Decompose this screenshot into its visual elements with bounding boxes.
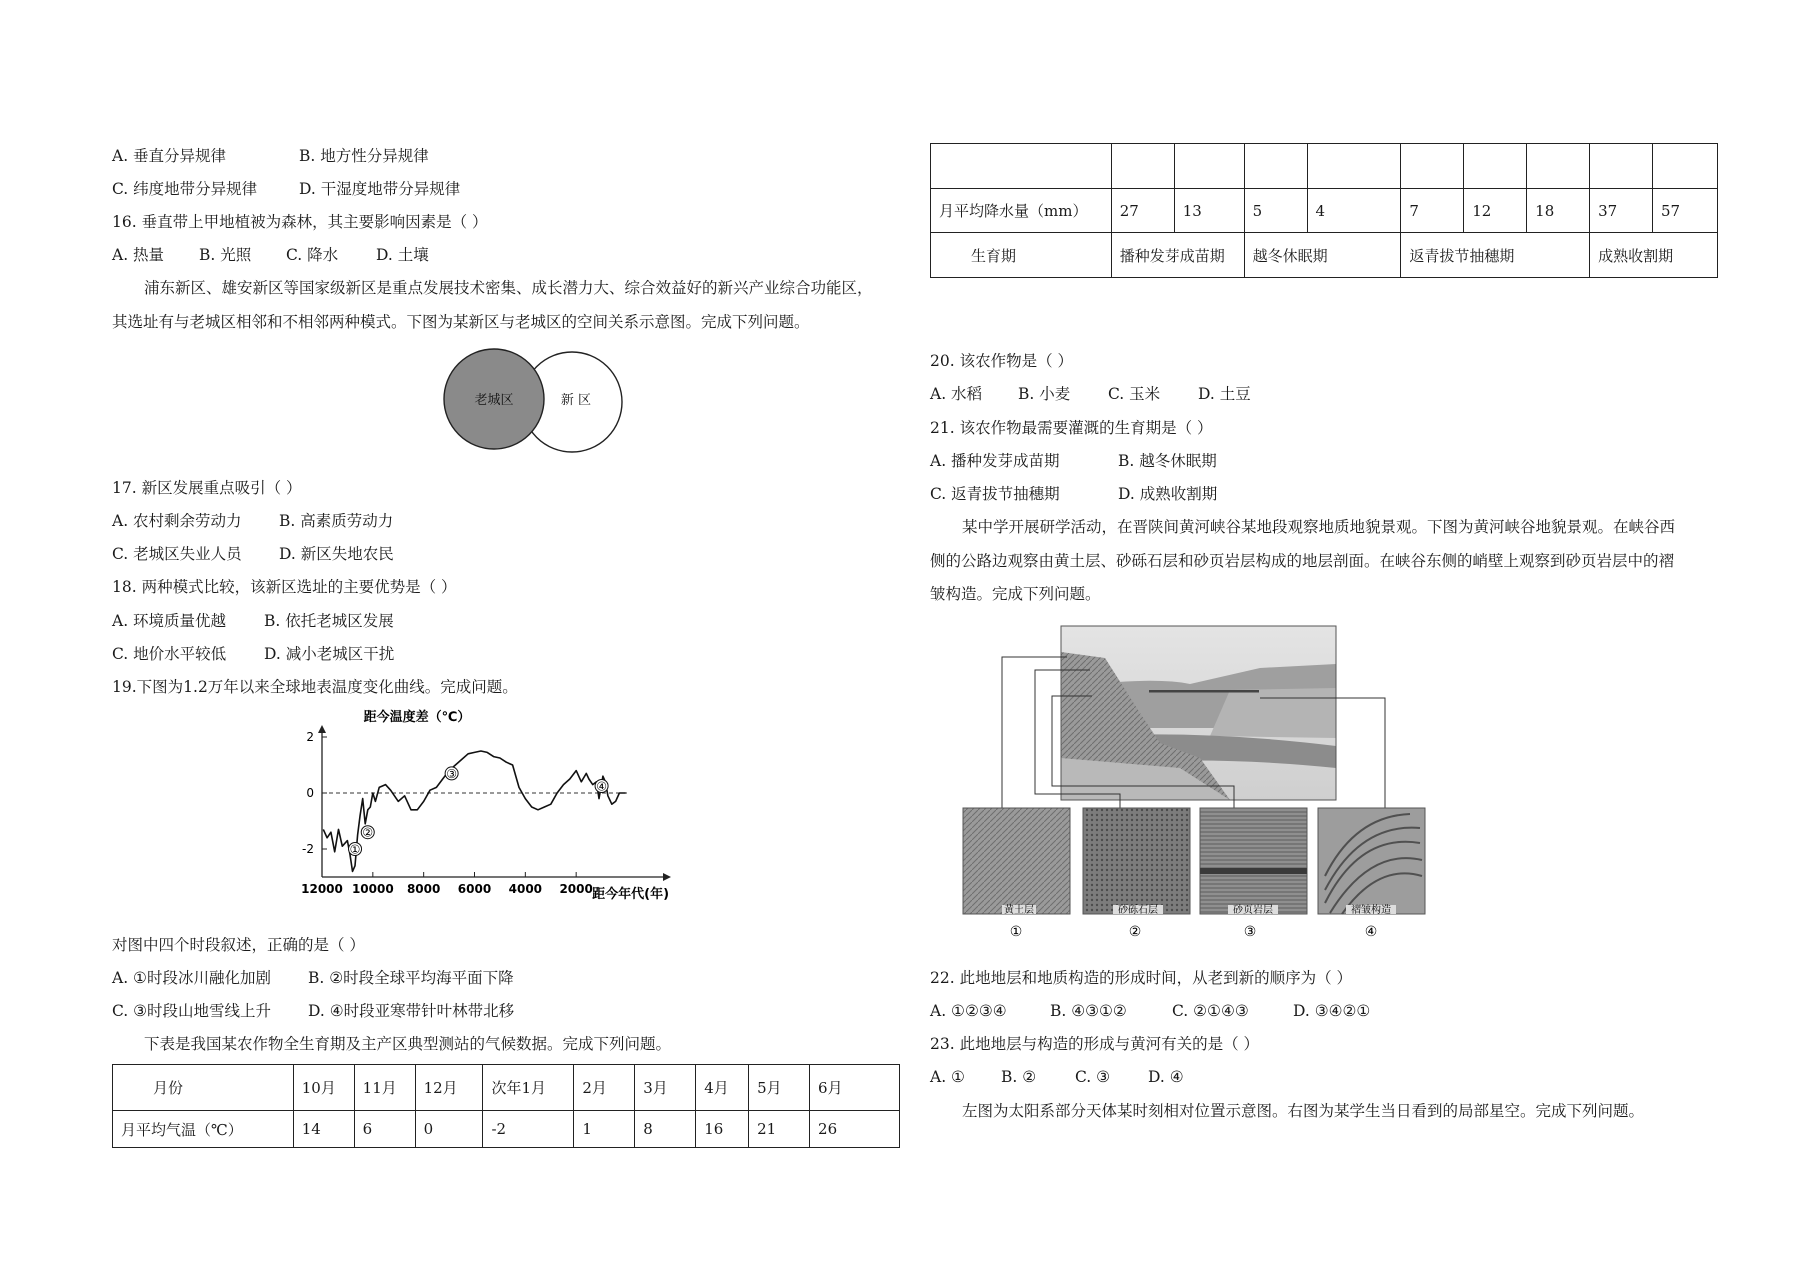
q23-option-b[interactable]: B. ② (1001, 1068, 1037, 1086)
q17-option-a[interactable]: A. 农村剩余劳动力 (112, 512, 242, 530)
q17-option-d[interactable]: D. 新区失地农民 (279, 545, 394, 563)
table-cell-rain: 13 (1174, 189, 1244, 233)
chart-marker-label: ④ (596, 779, 607, 794)
table-cell-rain: 12 (1464, 189, 1527, 233)
q19-option-a[interactable]: A. ①时段冰川融化加剧 (112, 969, 271, 987)
q20-options (930, 384, 1251, 404)
table-cell-temp: 1 (574, 1111, 635, 1148)
q16-option-d[interactable]: D. 土壤 (376, 246, 429, 264)
table-cell-stage: 成熟收割期 (1590, 233, 1718, 278)
q21-option-b[interactable]: B. 越冬休眠期 (1118, 452, 1217, 470)
chart-ylabel: 距今温度差（℃） (363, 710, 471, 725)
table-cell-stage: 越冬休眠期 (1244, 233, 1401, 278)
photo-number: ② (1128, 924, 1142, 940)
table-cell-month: 10月 (293, 1065, 354, 1111)
table-cell-stage: 返青拔节抽穗期 (1401, 233, 1590, 278)
table-cell-month: 4月 (696, 1065, 749, 1111)
table-cell-rain: 37 (1590, 189, 1653, 233)
chart-x-tick-label: 2000 (559, 882, 593, 896)
q21-options-row2 (930, 484, 1217, 504)
table-cell-month: 5月 (749, 1065, 810, 1111)
q21-options-row1 (930, 451, 1217, 471)
temperature-chart (297, 705, 857, 910)
table-row-stage (931, 233, 1718, 278)
photo-caption: 砂砾石层 (1118, 905, 1158, 916)
q23-option-c[interactable]: C. ③ (1075, 1068, 1111, 1086)
q19-stem: 19.下图为1.2万年以来全球地表温度变化曲线。完成问题。 (112, 678, 518, 696)
q16-option-a[interactable]: A. 热量 (112, 246, 165, 264)
q15-option-d[interactable]: D. 干湿度地带分异规律 (299, 180, 461, 198)
table-cell-rain: 7 (1401, 189, 1464, 233)
table-cell-stage-label: 生育期 (931, 233, 1112, 278)
chart-x-tick-label: 8000 (406, 882, 441, 896)
newarea-intro-line2: 其选址有与老城区相邻和不相邻两种模式。下图为某新区与老城区的空间关系示意图。完成下列问题。 (112, 313, 810, 331)
right-column (930, 0, 1730, 1286)
table-cell-temp: 16 (696, 1111, 749, 1148)
table-row-rain (931, 189, 1718, 233)
q20-stem: 20. 该农作物是（ ） (930, 352, 1074, 370)
photo-number: ③ (1243, 924, 1257, 940)
geo-intro-line3: 皱构造。完成下列问题。 (930, 585, 1101, 603)
newarea-intro-line1: 浦东新区、雄安新区等国家级新区是重点发展技术密集、成长潜力大、综合效益好的新兴产业综合功能区， (144, 279, 873, 297)
table-cell-stage: 播种发芽成苗期 (1111, 233, 1244, 278)
q22-stem: 22. 此地地层和地质构造的形成时间，从老到新的顺序为（ ） (930, 969, 1353, 987)
table-cell-rain: 27 (1111, 189, 1174, 233)
photo-number: ① (1009, 924, 1023, 940)
q19-question: 对图中四个时段叙述，正确的是（ ） (112, 936, 365, 954)
crop-intro: 下表是我国某农作物全生育期及主产区典型测站的气候数据。完成下列问题。 (144, 1035, 672, 1053)
table-cell-month: 次年1月 (483, 1065, 574, 1111)
table-cell-rain: 4 (1307, 189, 1401, 233)
climate-table-part1 (112, 1064, 900, 1148)
chart-x-tick-label: 4000 (508, 882, 543, 896)
table-cell-rain-label: 月平均降水量（mm） (931, 189, 1112, 233)
q17-options-row2 (112, 544, 394, 564)
q19-option-d[interactable]: D. ④时段亚寒带针叶林带北移 (308, 1002, 515, 1020)
q18-stem: 18. 两种模式比较，该新区选址的主要优势是（ ） (112, 578, 457, 596)
chart-y-tick-label: 0 (306, 786, 314, 800)
q16-options (112, 245, 429, 265)
photo-caption: 砂页岩层 (1233, 905, 1273, 916)
q23-option-d[interactable]: D. ④ (1148, 1068, 1184, 1086)
q21-option-d[interactable]: D. 成熟收割期 (1118, 485, 1218, 503)
chart-x-tick-label: 10000 (351, 882, 394, 896)
chart-x-tick-label: 6000 (457, 882, 492, 896)
chart-y-tick-label: 2 (306, 730, 314, 744)
q19-option-b[interactable]: B. ②时段全球平均海平面下降 (308, 969, 514, 987)
table-cell-rain: 5 (1244, 189, 1307, 233)
table-cell-temp: 8 (635, 1111, 696, 1148)
q22-option-a[interactable]: A. ①②③④ (930, 1002, 1007, 1020)
table-cell-temp: 21 (749, 1111, 810, 1148)
q18-option-b[interactable]: B. 依托老城区发展 (264, 612, 394, 630)
table-cell-month-label: 月份 (113, 1065, 294, 1111)
q15-option-c[interactable]: C. 纬度地带分异规律 (112, 180, 258, 198)
left-column (112, 0, 912, 1286)
table-cell-temp: 26 (810, 1111, 900, 1148)
solar-intro: 左图为太阳系部分天体某时刻相对位置示意图。右图为某学生当日看到的局部星空。完成下列问题。 (962, 1102, 1645, 1120)
q23-option-a[interactable]: A. ① (930, 1068, 965, 1086)
photo-sandstone (1200, 808, 1307, 940)
q23-options (930, 1067, 1184, 1087)
table-row-temp (113, 1111, 900, 1148)
chart-marker-label: ① (349, 842, 361, 857)
photo-caption: 褶皱构造 (1351, 905, 1391, 916)
chart-marker-label: ② (362, 825, 374, 840)
chart-series (323, 751, 625, 871)
q15-options-row2 (112, 179, 460, 199)
table-row-blank (931, 144, 1718, 189)
chart-marker-label: ③ (446, 766, 458, 781)
chart-temperature-line (323, 751, 625, 871)
table-cell-temp: 6 (354, 1111, 415, 1148)
q16-option-c[interactable]: C. 降水 (286, 246, 339, 264)
q19-options-row2 (112, 1001, 514, 1021)
q22-options (930, 1001, 1370, 1021)
q23-stem: 23. 此地地层与构造的形成与黄河有关的是（ ） (930, 1035, 1260, 1053)
q19-options-row1 (112, 968, 514, 988)
q20-option-c[interactable]: C. 玉米 (1108, 385, 1161, 403)
table-cell-month: 2月 (574, 1065, 635, 1111)
newarea-venn-figure (430, 348, 730, 460)
photo-loess (963, 808, 1070, 940)
q17-option-c[interactable]: C. 老城区失业人员 (112, 545, 242, 563)
q19-option-c[interactable]: C. ③时段山地雪线上升 (112, 1002, 272, 1020)
q15-option-b[interactable]: B. 地方性分异规律 (299, 147, 429, 165)
q15-option-a[interactable]: A. 垂直分异规律 (112, 147, 227, 165)
geo-intro-line1: 某中学开展研学活动，在晋陕间黄河峡谷某地段观察地质地貌景观。下图为黄河峡谷地貌景观。在峡谷西 (962, 518, 1676, 536)
q17-stem: 17. 新区发展重点吸引（ ） (112, 479, 302, 497)
photo-number: ④ (1364, 924, 1378, 940)
q16-stem: 16. 垂直带上甲地植被为森林，其主要影响因素是（ ） (112, 213, 488, 231)
table-row-month (113, 1065, 900, 1111)
new-area-label: 新 区 (560, 393, 592, 408)
table-cell-month: 12月 (415, 1065, 483, 1111)
q17-options-row1 (112, 511, 393, 531)
q18-options-row2 (112, 644, 394, 664)
q20-option-a[interactable]: A. 水稻 (930, 385, 983, 403)
q18-options-row1 (112, 611, 394, 631)
q22-option-d[interactable]: D. ③④②① (1293, 1002, 1371, 1020)
table-cell-rain: 18 (1527, 189, 1590, 233)
q20-option-d[interactable]: D. 土豆 (1198, 385, 1251, 403)
q21-option-c[interactable]: C. 返青拔节抽穗期 (930, 485, 1060, 503)
table-cell-temp: -2 (483, 1111, 574, 1148)
q18-option-a[interactable]: A. 环境质量优越 (112, 612, 227, 630)
table-cell-temp: 0 (415, 1111, 483, 1148)
q20-option-b[interactable]: B. 小麦 (1018, 385, 1071, 403)
canyon-figure (930, 618, 1450, 953)
photo-fold (1318, 808, 1425, 940)
table-cell-month: 11月 (354, 1065, 415, 1111)
q15-options-row1 (112, 146, 429, 166)
chart-y-tick-label: -2 (302, 842, 314, 856)
q18-option-c[interactable]: C. 地价水平较低 (112, 645, 227, 663)
table-cell-temp: 14 (293, 1111, 354, 1148)
table-cell-month: 6月 (810, 1065, 900, 1111)
chart-axes (301, 725, 671, 896)
q18-option-d[interactable]: D. 减小老城区干扰 (264, 645, 395, 663)
q21-stem: 21. 该农作物最需要灌溉的生育期是（ ） (930, 419, 1213, 437)
table-cell-month: 3月 (635, 1065, 696, 1111)
q22-option-b[interactable]: B. ④③①② (1050, 1002, 1127, 1020)
photo-gravel (1083, 808, 1190, 940)
q16-option-b[interactable]: B. 光照 (199, 246, 252, 264)
table-cell-temp-label: 月平均气温（℃） (113, 1111, 294, 1148)
chart-x-axis-arrow (663, 873, 671, 881)
table-cell-rain: 57 (1653, 189, 1718, 233)
q22-option-c[interactable]: C. ②①④③ (1172, 1002, 1249, 1020)
q21-option-a[interactable]: A. 播种发芽成苗期 (930, 452, 1060, 470)
geo-intro-line2: 侧的公路边观察由黄土层、砂砾石层和砂页岩层构成的地层剖面。在峡谷东侧的峭壁上观察到砂页岩层中的褶 (930, 552, 1675, 570)
chart-x-tick-label: 12000 (301, 882, 343, 896)
canyon-main-photo (1061, 626, 1336, 800)
old-city-label: 老城区 (474, 393, 514, 408)
chart-xlabel: 距今年代(年) (592, 887, 670, 902)
chart-y-axis-arrow (318, 725, 326, 733)
q17-option-b[interactable]: B. 高素质劳动力 (279, 512, 394, 530)
climate-table-part2 (930, 143, 1718, 278)
photo-caption: 黄土层 (1004, 905, 1034, 916)
